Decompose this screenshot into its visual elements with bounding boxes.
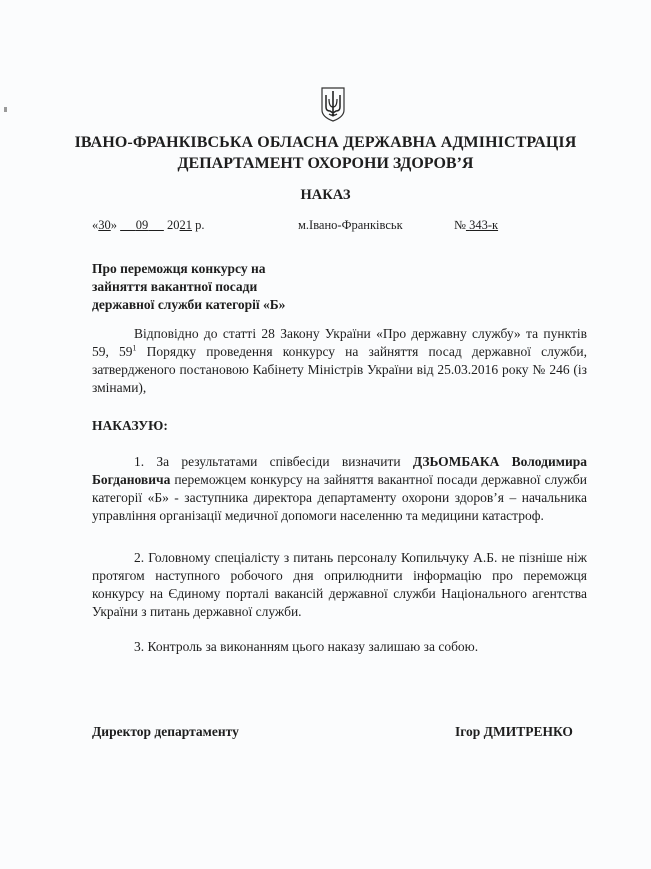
order-date: «30» 09 2021 р. (92, 218, 205, 232)
preamble-paragraph: Відповідно до статті 28 Закону України «Про державну службу» та пунктів 59, $59^1$ Порядку проведення конкурсу на зайняття посад державної служби, затвердженого постановою Кабінету Міністрів України від 25.03.2016 року № 246 (із змінами), (92, 326, 587, 395)
order-item-1: 1. За результатами співбесіди визначити ДЗЬОМБАКА Володимира Богдановича переможцем конкурсу на зайняття вакантної посади державної служби категорії «Б» - заступника директора департаменту охорони здоров’я – начальника управління організації медичної допомоги населенню та медицини катастроф. (92, 454, 588, 523)
order-city: м.Івано-Франківськ (298, 218, 403, 232)
ukraine-trident-icon (320, 86, 346, 122)
scan-edge-mark (4, 107, 7, 112)
order-subject: Про переможця конкурсу на зайняття вакантної посади державної служби категорії «Б» (92, 261, 286, 312)
organization-name: ІВАНО-ФРАНКІВСЬКА ОБЛАСНА ДЕРЖАВНА АДМІНІСТРАЦІЯ (74, 134, 577, 151)
signatory-name: Ігор ДМИТРЕНКО (455, 724, 573, 739)
signatory-position: Директор департаменту (92, 724, 239, 739)
department-name: ДЕПАРТАМЕНТ ОХОРОНИ ЗДОРОВ’Я (177, 155, 474, 172)
order-number: № 343-к (454, 218, 499, 232)
document-type-title: НАКАЗ (300, 187, 351, 203)
order-heading: НАКАЗУЮ: (92, 418, 168, 433)
order-item-2: 2. Головному спеціалісту з питань персоналу Копильчуку А.Б. не пізніше ніж протягом наступного робочого дня оприлюднити інформацію про переможця конкурсу на Єдиному порталі вакансій державної служби Національного агентства України з питань державної служби. (92, 550, 587, 619)
order-item-3: 3. Контроль за виконанням цього наказу залишаю за собою. (134, 639, 479, 654)
